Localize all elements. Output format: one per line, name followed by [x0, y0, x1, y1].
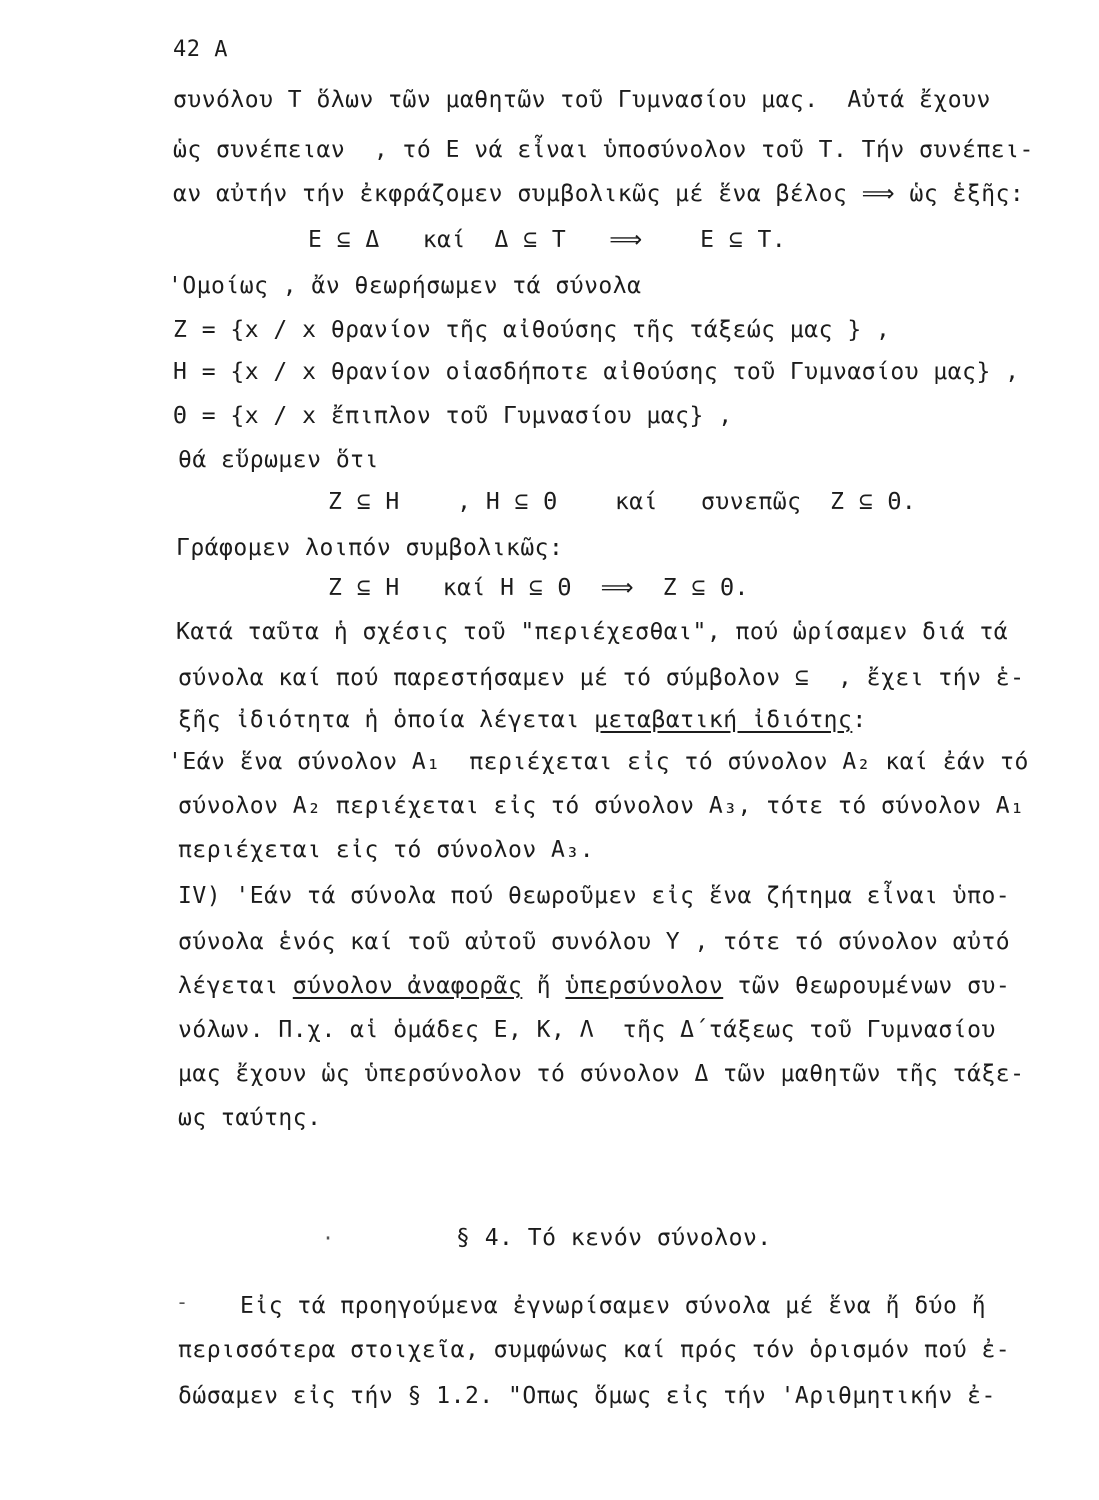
- text-line: περισσότερα στοιχεῖα, συμφώνως καί πρός τόν ὁρισμόν πού ἐ-: [178, 1337, 1011, 1363]
- text-line: Γράφομεν λοιπόν συμβολικῶς:: [176, 535, 564, 561]
- text-line: 'Εάν ἕνα σύνολον Α₁ περιέχεται εἰς τό σύνολον Α₂ καί ἐάν τό: [168, 749, 1029, 775]
- section-heading: § 4. Τό κενόν σύνολον.: [456, 1225, 772, 1251]
- text-line: [178, 972, 1010, 1000]
- text-line: ὡς συνέπειαν , τό Ε νά εἶναι ὑποσύνολον τοῦ Τ. Τήν συνέπει-: [173, 137, 1034, 163]
- stray-mark: -: [176, 1290, 189, 1314]
- text-line: θά εὕρωμεν ὅτι: [178, 447, 379, 473]
- set-definition-theta: Θ = {x / x ἔπιπλον τοῦ Γυμνασίου μας} ,: [173, 403, 733, 429]
- formula-line: Ζ ⊆ Η , Η ⊆ Θ καί συνεπῶς Ζ ⊆ Θ.: [328, 489, 917, 515]
- set-definition-z: Ζ = {x / x θρανίον τῆς αἰθούσης τῆς τάξεώς μας } ,: [173, 317, 891, 343]
- text-line: Εἰς τά προηγούμενα ἐγνωρίσαμεν σύνολα μέ ἕνα ἤ δύο ἤ: [240, 1293, 987, 1319]
- underlined-term-transitive-property: μεταβατική ἰδιότης: [594, 707, 853, 733]
- text-line: νόλων. Π.χ. αἱ ὁμάδες Ε, Κ, Λ τῆς Δ΄τάξεως τοῦ Γυμνασίου: [178, 1017, 996, 1043]
- text-segment: ξῆς ἰδιότητα ἡ ὁποία λέγεται: [178, 707, 595, 733]
- text-line: σύνολα καί πού παρεστήσαμεν μέ τό σύμβολον ⊆ , ἔχει τήν ἑ-: [178, 665, 1025, 691]
- text-segment: λέγεται: [178, 973, 293, 999]
- text-line: IV) 'Εάν τά σύνολα πού θεωροῦμεν εἰς ἕνα ζήτημα εἶναι ὑπο-: [178, 883, 1011, 909]
- underlined-term-superset: ὑπερσύνολον: [565, 973, 724, 999]
- underlined-term-reference-set: σύνολον ἀναφορᾶς: [292, 973, 523, 999]
- stray-mark: ·: [322, 1226, 335, 1250]
- text-line: ως ταύτης.: [178, 1105, 322, 1131]
- set-definition-h: Η = {x / x θρανίον οἱασδήποτε αἰθούσης τοῦ Γυμνασίου μας} ,: [173, 359, 1020, 385]
- text-line: περιέχεται εἰς τό σύνολον Α₃.: [178, 837, 595, 863]
- text-line: σύνολον Α₂ περιέχεται εἰς τό σύνολον Α₃, τότε τό σύνολον Α₁: [178, 793, 1025, 819]
- text-line: 'Ομοίως , ἄν θεωρήσωμεν τά σύνολα: [168, 273, 642, 299]
- formula-line: Ε ⊆ Δ καί Δ ⊆ Τ ⟹ Ε ⊆ Τ.: [308, 227, 787, 253]
- text-segment: τῶν θεωρουμένων συ-: [723, 973, 1011, 999]
- text-segment: ἤ: [522, 973, 566, 999]
- text-line: [178, 706, 867, 734]
- text-line: Κατά ταῦτα ἡ σχέσις τοῦ "περιέχεσθαι", πού ὡρίσαμεν διά τά: [176, 619, 1009, 645]
- text-line: μας ἔχουν ὡς ὑπερσύνολον τό σύνολον Δ τῶν μαθητῶν τῆς τάξε-: [178, 1061, 1025, 1087]
- text-segment: :: [852, 707, 867, 733]
- text-line: αν αὐτήν τήν ἐκφράζομεν συμβολικῶς μέ ἕνα βέλος ⟹ ὡς ἑξῆς:: [173, 181, 1025, 207]
- text-line: δώσαμεν εἰς τήν § 1.2. "Οπως ὅμως εἰς τήν 'Αριθμητικήν ἐ-: [178, 1383, 996, 1409]
- text-line: συνόλου Τ ὅλων τῶν μαθητῶν τοῦ Γυμνασίου μας. Αὐτά ἔχουν: [173, 87, 991, 113]
- formula-line: Ζ ⊆ Η καί Η ⊆ Θ ⟹ Ζ ⊆ Θ.: [328, 575, 749, 601]
- text-line: σύνολα ἑνός καί τοῦ αὐτοῦ συνόλου Υ , τότε τό σύνολον αὐτό: [178, 929, 1011, 955]
- page-number: 42 Α: [173, 37, 228, 62]
